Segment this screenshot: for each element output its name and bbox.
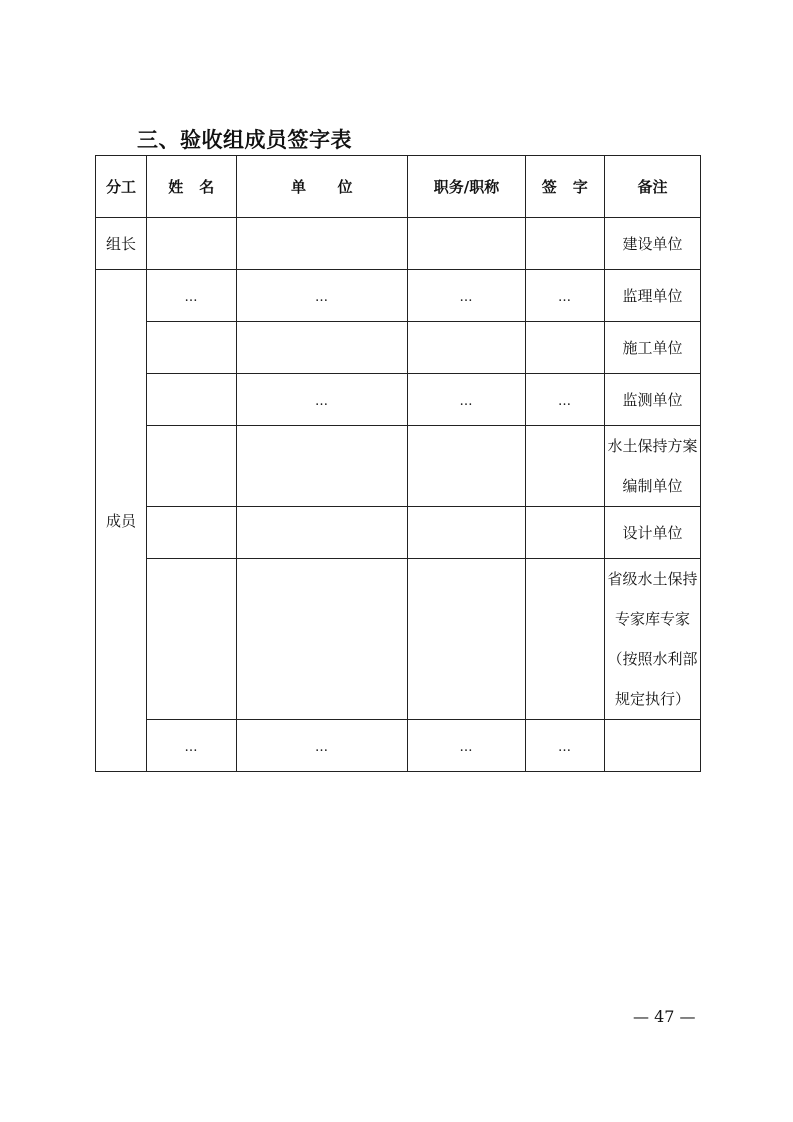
ellipsis: … — [315, 739, 329, 755]
ellipsis: … — [459, 289, 474, 305]
name-cell[interactable] — [147, 218, 237, 270]
table-row-monitoring — [96, 374, 701, 426]
unit-cell[interactable] — [237, 426, 408, 507]
header-name: 姓 名 — [147, 156, 237, 218]
name-cell[interactable] — [147, 720, 237, 772]
ellipsis: … — [459, 393, 474, 409]
role-members: 成员 — [96, 270, 147, 772]
table-row-supervision — [96, 270, 701, 322]
name-cell[interactable] — [147, 270, 237, 322]
name-cell[interactable] — [147, 559, 237, 720]
table-row-expert — [96, 559, 701, 720]
header-row — [96, 156, 701, 218]
remarks-cell: 建设单位 — [605, 218, 701, 270]
header-remarks: 备注 — [605, 156, 701, 218]
page-title: 三、验收组成员签字表 — [137, 128, 352, 152]
remarks-cell: 监理单位 — [605, 270, 701, 322]
header-unit: 单 位 — [237, 156, 408, 218]
signature-cell[interactable] — [526, 559, 605, 720]
ellipsis: … — [558, 393, 572, 409]
signature-cell[interactable] — [526, 218, 605, 270]
unit-cell[interactable] — [237, 218, 408, 270]
role-leader: 组长 — [96, 218, 147, 270]
ellipsis: … — [459, 739, 474, 755]
header-role: 分工 — [96, 156, 147, 218]
unit-cell[interactable] — [237, 507, 408, 559]
unit-cell[interactable] — [237, 720, 408, 772]
remarks-cell: 监测单位 — [605, 374, 701, 426]
position-cell[interactable] — [408, 507, 526, 559]
remarks-cell — [605, 720, 701, 772]
signature-cell[interactable] — [526, 374, 605, 426]
unit-cell[interactable] — [237, 270, 408, 322]
header-signature: 签 字 — [526, 156, 605, 218]
signature-cell[interactable] — [526, 270, 605, 322]
name-cell[interactable] — [147, 426, 237, 507]
position-cell[interactable] — [408, 218, 526, 270]
signature-cell[interactable] — [526, 426, 605, 507]
table-row-plan-author — [96, 426, 701, 507]
table-row-leader — [96, 218, 701, 270]
table-row-construction — [96, 322, 701, 374]
remarks-cell: 施工单位 — [605, 322, 701, 374]
table-row-more — [96, 720, 701, 772]
ellipsis: … — [315, 393, 329, 409]
ellipsis: … — [184, 289, 199, 305]
name-cell[interactable] — [147, 322, 237, 374]
page-number: — 47 — — [633, 1007, 696, 1026]
position-cell[interactable] — [408, 270, 526, 322]
name-cell[interactable] — [147, 374, 237, 426]
position-cell[interactable] — [408, 720, 526, 772]
name-cell[interactable] — [147, 507, 237, 559]
ellipsis: … — [184, 739, 199, 755]
remarks-cell: 水土保持方案编制单位 — [605, 426, 701, 507]
header-position: 职务/职称 — [408, 156, 526, 218]
unit-cell[interactable] — [237, 374, 408, 426]
remarks-cell: 设计单位 — [605, 507, 701, 559]
ellipsis: … — [315, 289, 329, 305]
signature-cell[interactable] — [526, 507, 605, 559]
remarks-cell: 省级水土保持专家库专家（按照水利部规定执行） — [605, 559, 701, 720]
position-cell[interactable] — [408, 559, 526, 720]
signature-cell[interactable] — [526, 322, 605, 374]
unit-cell[interactable] — [237, 322, 408, 374]
table-row-design — [96, 507, 701, 559]
signature-table — [95, 155, 701, 772]
ellipsis: … — [558, 289, 572, 305]
signature-cell[interactable] — [526, 720, 605, 772]
unit-cell[interactable] — [237, 559, 408, 720]
position-cell[interactable] — [408, 426, 526, 507]
position-cell[interactable] — [408, 322, 526, 374]
position-cell[interactable] — [408, 374, 526, 426]
ellipsis: … — [558, 739, 572, 755]
